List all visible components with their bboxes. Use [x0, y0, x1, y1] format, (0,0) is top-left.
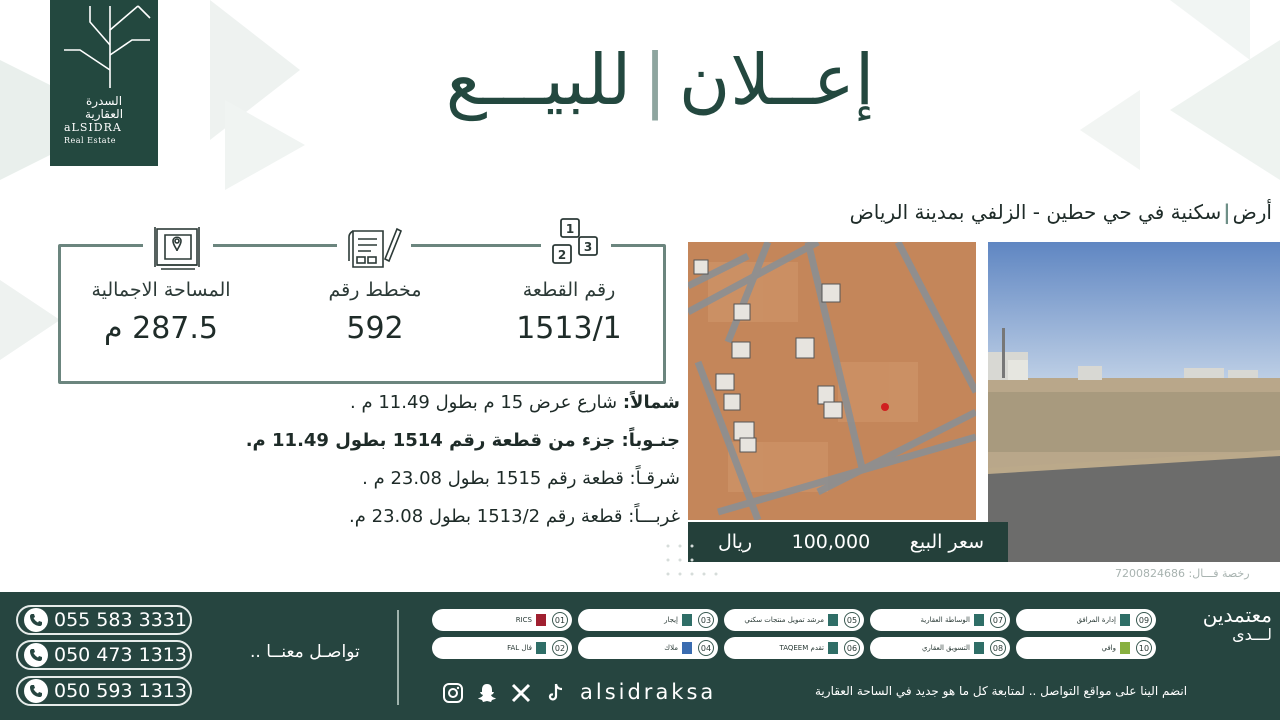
social-handle[interactable]: alsidraksa [580, 680, 717, 704]
decorative-dots [660, 540, 730, 580]
phone-number-1[interactable] [16, 605, 192, 635]
svg-text:1: 1 [565, 222, 575, 236]
sale-price-bar [688, 522, 1008, 562]
aerial-map-image [688, 242, 976, 520]
price-value: 100,000 [791, 531, 871, 553]
plot-number-value: 1513/1 [516, 311, 622, 346]
logo-english-name: aLSIDRA Real Estate [64, 121, 122, 145]
plan-number-value: 592 [346, 311, 404, 346]
accreditation-badge: 09 إدارة المرافق [1016, 609, 1156, 631]
accreditation-badge: 06 تقدم TAQEEM [724, 637, 864, 659]
bg-triangle [1080, 90, 1140, 170]
svg-text:3: 3 [583, 240, 593, 254]
bg-triangle [1170, 0, 1250, 60]
boundary-west: غربـــاً: قطعة رقم 1513/2 بطول 23.08 م. [349, 506, 680, 527]
phone-icon [24, 608, 48, 632]
price-currency: ريال [718, 531, 753, 553]
social-links [440, 680, 568, 706]
price-label: سعر البيع [909, 531, 984, 553]
property-info-box [58, 222, 666, 384]
phone-icon [24, 643, 48, 667]
page-title [400, 30, 920, 130]
plot-number-label: رقم القطعة [522, 279, 616, 301]
title-part-announcement: إعــلان [678, 39, 875, 121]
accredited-by-label: معتمدين لـــدى [1202, 603, 1272, 644]
phone-number-text: 050 473 1313 [54, 644, 187, 666]
total-area-value: 287.5 م [103, 311, 218, 346]
footer-divider [397, 610, 399, 705]
accreditation-badge: 01 RICS [432, 609, 572, 631]
boundary-south: جنـوباً: جزء من قطعة رقم 1514 بطول 11.49 م. [245, 430, 680, 451]
accreditation-badge: 04 ملاك [578, 637, 718, 659]
accreditation-badge: 05 مرشد تمويل منتجات سكني [724, 609, 864, 631]
bg-triangle [1170, 40, 1280, 180]
area-map-icon [143, 221, 213, 279]
plan-document-icon [337, 221, 411, 279]
accreditation-badge: 02 فال FAL [432, 637, 572, 659]
title-part-for-sale: للبيـــع [445, 39, 632, 121]
accreditation-badge: 07 الوساطة العقارية [870, 609, 1010, 631]
subtitle-separator: | [1223, 200, 1231, 224]
tiktok-icon[interactable] [542, 680, 568, 706]
location-pin-icon [881, 403, 889, 411]
boundary-east: شرقـاً: قطعة رقم 1515 بطول 23.08 م . [362, 468, 680, 489]
accreditation-badge: 10 وافي [1016, 637, 1156, 659]
phone-icon [24, 679, 48, 703]
phone-number-text: 050 593 1313 [54, 680, 187, 702]
join-us-text: انضم الينا على مواقع التواصل .. لمتابعة كل ما هو جديد في الساحة العقارية [815, 684, 1188, 698]
listing-description: سكنية في حي حطين - الزلفي بمدينة الرياض [849, 200, 1222, 224]
plot-number-icon [541, 215, 611, 279]
boundary-north: شمالاً: شارع عرض 15 م بطول 11.49 م . [350, 392, 680, 413]
contact-us-label: تواصـل معنــا .. [250, 642, 360, 662]
phone-number-3[interactable] [16, 676, 192, 706]
instagram-icon[interactable] [440, 680, 466, 706]
svg-text:2: 2 [557, 248, 567, 262]
x-twitter-icon[interactable] [508, 680, 534, 706]
site-photo-image [988, 242, 1280, 562]
footer-bar [0, 592, 1280, 720]
fal-license-number: رخصة فـــال: 7200824686 [1115, 567, 1250, 580]
bg-triangle [0, 280, 60, 360]
plan-number-label: مخطط رقم [328, 279, 422, 301]
boundaries-list [220, 386, 680, 538]
accreditation-badge: 03 إيجار [578, 609, 718, 631]
title-separator: | [643, 39, 667, 121]
phone-number-text: 055 583 3331 [54, 609, 187, 631]
phone-number-2[interactable] [16, 640, 192, 670]
listing-subtitle [850, 200, 1272, 224]
total-area-label: المساحة الاجمالية [91, 279, 231, 301]
listing-type: أرض [1232, 200, 1272, 224]
brand-logo [50, 0, 158, 166]
logo-arabic-name: السدرة العقارية [84, 94, 124, 121]
bg-triangle [225, 100, 305, 190]
accreditation-badge: 08 التسويق العقاري [870, 637, 1010, 659]
snapchat-icon[interactable] [474, 680, 500, 706]
